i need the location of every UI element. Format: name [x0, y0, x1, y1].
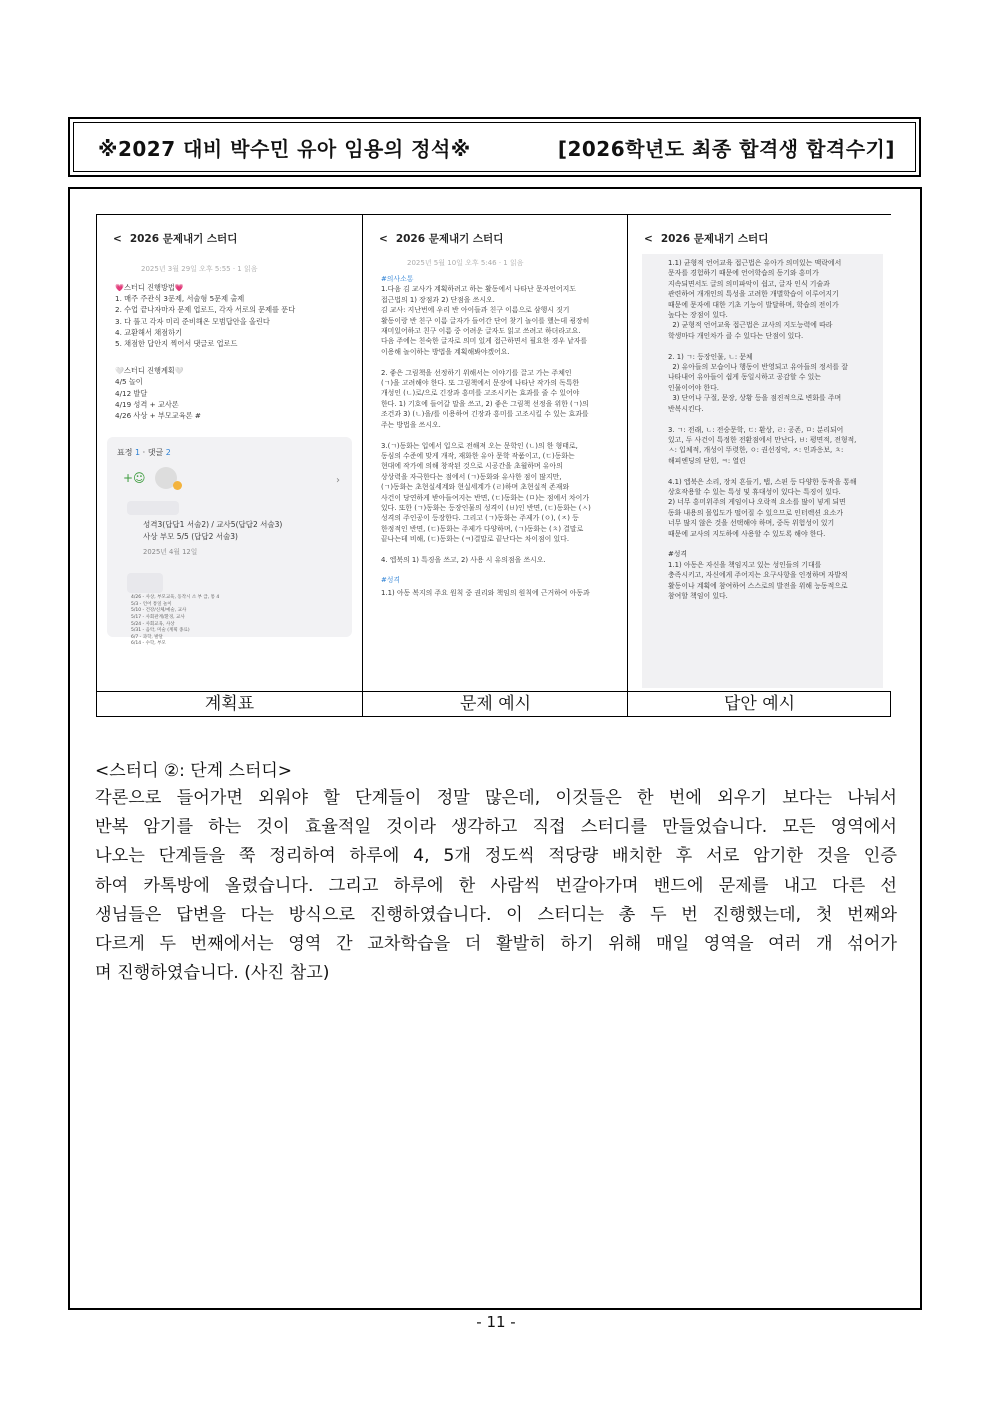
- paragraph-line: 하여 카톡방에 올렸습니다. 그리고 하루에 한 사람씩 번갈아가며 밴드에 문제를 내고 다른 선: [95, 875, 897, 896]
- paragraph-line: 각론으로 들어가면 외워야 할 단계들이 정말 많은데, 이것들은 한 번에 외우기 보다는 나눠서: [95, 788, 897, 808]
- caption-answer: 답안 예시: [627, 692, 891, 717]
- header-inner: [73, 122, 916, 172]
- body-paragraph: [95, 784, 897, 988]
- paragraph-line: 반복 암기를 하는 것이 효율적일 것이라 생각하고 직접 스터디를 만들었습니다. 모든 영역에서: [95, 817, 897, 838]
- post-meta: 2025년 5월 10일 오후 5:46 · 1 읽음: [407, 259, 524, 267]
- app-title: < 2026 문제내기 스터디: [113, 233, 238, 245]
- screenshot-table: [96, 214, 891, 717]
- chevron-right-icon: ›: [336, 475, 340, 487]
- comment-box: [107, 437, 352, 647]
- back-chevron-icon: <: [379, 233, 388, 245]
- paragraph-line: 다르게 두 번째에서는 영역 간 교차학습을 더 활발히 하기 위해 매일 영역을 여러 개 섞어가: [95, 934, 897, 955]
- hashtag-communication: #의사소통: [381, 275, 414, 283]
- app-title: < 2026 문제내기 스터디: [379, 233, 504, 245]
- emoji-icon: [173, 481, 182, 490]
- section-title: <스터디 ②: 단계 스터디>: [95, 761, 293, 781]
- study-plan-screenshot: [97, 215, 362, 691]
- paragraph-line: 생님들은 답변을 다는 방식으로 진행하였습니다. 이 스터디는 총 두 번 진행했는데, 첫 번째와: [95, 904, 897, 925]
- header-right-title: [2026학년도 최종 합격생 합격수기]: [557, 136, 895, 161]
- comment-text: 성격3(답답1 서술2) / 교사5(답답2 서술3) 사상 부모 5/5 (답답2 서술3): [143, 520, 283, 542]
- caption-row: [97, 691, 890, 717]
- hashtag-personality: #성격: [381, 576, 401, 585]
- header-left-title: ※2027 대비 박수민 유아 임용의 정석※: [98, 136, 471, 161]
- answer-body: 1.1) 균형적 언어교육 접근법은 유아가 의미있는 맥락에서 문자를 경험하기 때문에 언어학습의 동기와 흥미가 지속되면서도 글의 의미파악이 쉽고, 글자 인식 기술과 관련하여 개개인의 특성을 고려한 개별학습이 이루어지기 때문에 문자에 대한 기초 기능이 발달하며, 학습의 전이가 높다는 장점이 있다. 2) 균형적 언어교육 접근법은 교사의 지도능력에 따라 학생마다 개인차가 클 수 있다는 단점이 있다. 2. 1) ㄱ: 등장인물, ㄴ: 문체 2) 유아들의 모습이나 행동이 반영되고 유아들의 정서를 잘 나타내어 유아들이 쉽게 동일시하고 공감할 수 있는 인물이어야 한다. 3) 단어나 구절, 문장, 상황 등을 점진적으로 변화를 주며 반복시킨다. 3. ㄱ: 전래, ㄴ: 전승문학, ㄷ: 환상, ㄹ: 공존, ㅁ: 분리되어 있고, 두 사건이 특정한 전환점에서 만난다, ㅂ: 평면적, 전형적, ㅅ: 입체적, 개성이 뚜렷한, ㅇ: 권선징악, ㅈ: 인과응보, ㅊ: 해피엔딩의 닫힌, ㅋ: 열린 4.1) 엡북은 소리, 장치 흔들기, 탭, 스핀 등 다양한 동작을 통해 상호작용할 수 있는 특성 및 휴대성이 있다는 특징이 있다. 2) 너무 흥미위주의 게임이나 오락적 요소를 많이 넣게 되면 동화 내용의 몰입도가 떨어질 수 있으므로 인터렉션 요소가 너무 많지 않은 것을 선택해야 하며, 중독 위험성이 있기 때문에 교사의 지도하에 사용할 수 있도록 해야 한다. #성격 1.1) 아동은 자신을 책임지고 있는 성인들의 기대를 충족시키고, 자신에게 주어지는 요구사항을 인정하며 자발적 활동이나 계획에 참여하여 스스로의 발전을 위해 능동적으로 참여할 책임이 있다.: [642, 254, 883, 688]
- comment-header: 표정 1 · 댓글 2: [117, 448, 171, 458]
- question-body: 1.다음 김 교사가 계획하려고 하는 활동에서 나타난 문자언어지도 접근법의 1) 장점과 2) 단점을 쓰시오. 김 교사: 지난번에 우리 반 아이들과 친구 이름으로 삼행시 짓기 활동이랑 반 친구 이름 글자가 들어간 단어 찾기 놀이를 했는데 굉장히 재미있어하고 친구 이름 중 어려운 글자도 읽고 쓰려고 하더라고요. 다음 주에는 친숙한 글자로 의미 있게 접근하면서 필요한 경우 낱자를 이용해 놀이하는 방법을 계획해봐야겠어요. 2. 좋은 그림책을 선정하기 위해서는 이야기를 끌고 가는 주체인 (ㄱ)을 고려해야 한다. 또 그림책에서 문장에 나타난 작가의 독특한 개성인 (ㄴ)로/으로 긴장과 흥미를 고조시키는 효과를 줄 수 있어야 한다. 1) 기호에 들어갈 말을 쓰고, 2) 좋은 그림책 선정을 위한 (ㄱ)의 조건과 3) (ㄴ)을/를 이용하여 긴장과 흥미를 고조시킬 수 있는 효과를 주는 방법을 쓰시오. 3.(ㄱ)동화는 입에서 입으로 전해져 오는 문학인 (ㄴ)의 한 형태로, 동심의 수준에 맞게 개작, 재화한 유아 문학 작품이고, (ㄷ)동화는 현대에 작가에 의해 창작된 것으로 시공간을 초월하며 유아의 상상력을 자극한다는 점에서 (ㄱ)동화와 유사한 점이 많지만, (ㄱ)동화는 초현실세계와 현실세계가 (ㄹ)하며 초현실적 존재와 사건이 당연하게 받아들여지는 반면, (ㄷ)동화는 (ㅁ)는 점에서 차이가 있다. 또한 (ㄱ)동화는 등장인물의 성격이 (ㅂ)인 반면, (ㄷ)동화는 (ㅅ) 성격의 주인공이 등장한다. 그리고 (ㄱ)동화는 주제가 (ㅇ), (ㅈ) 등 한정적인 반면, (ㄷ)동화는 주제가 다양하며, (ㄱ)동화는 (ㅊ) 결말로 끝나는데 비해, (ㄷ)동화는 (ㅋ)결말로 끝난다는 차이점이 있다. 4. 엡북의 1) 특징을 쓰고, 2) 사용 시 유의점을 쓰시오.: [381, 285, 591, 564]
- blurred-name: [127, 501, 179, 515]
- back-chevron-icon: <: [644, 233, 653, 245]
- back-chevron-icon: <: [113, 233, 122, 245]
- paragraph-line: 며 진행하였습니다. (사진 참고): [95, 963, 330, 984]
- question-example-screenshot: [362, 215, 628, 691]
- comment-date: 2025년 4월 12일: [143, 548, 198, 557]
- page-number: - 11 -: [476, 1313, 516, 1331]
- tiny-schedule-text: 4/26 - 사상, 부모교육, 동작시 소 부 급, 통 4 5/3 - 언어 통일 놀이 5/10 - 건강/신체/예술, 교사 5/17 - 사회관계/환경, 교사 5/24 - 사회교육, 사상 5/31 - 음악, 미술 (계획 종료) 6/7 - 과학, 발달 6/14 - 수학, 부모: [131, 595, 220, 647]
- method-text: 💗스터디 진행방법💗 1. 매주 주관식 3문제, 서술형 5문제 출제 2. 수업 끝나자마자 문제 업로드, 각자 서로의 문제를 푼다 3. 다 풀고 각자 미리 준비해온 모범답안을 올린다 4. 교환해서 채점하기 5. 채점한 답안지 찍어서 댓글로 업로드: [115, 283, 296, 349]
- plan-text: 🤍스터디 진행계획🤍 4/5 놀이 4/12 발달 4/19 성격 + 교사론 4/26 사상 + 부모교육론 #: [115, 366, 201, 421]
- post-meta: 2025년 3월 29일 오후 5:55 · 1 읽음: [141, 265, 258, 273]
- caption-question: 문제 예시: [362, 692, 628, 717]
- add-reaction-icon: +☺: [123, 471, 146, 486]
- caption-plan: 계획표: [204, 694, 255, 714]
- paragraph-line: 나오는 단계들을 쭉 정리하여 하루에 4, 5개 정도씩 적당량 배치한 후 서로 암기한 것을 인증: [95, 846, 897, 867]
- question-tail: 1.1) 아동 복지의 주요 원칙 중 권리와 책임의 원칙에 근거하여 아동과: [381, 588, 590, 597]
- answer-example-screenshot: [627, 215, 891, 691]
- app-title: < 2026 문제내기 스터디: [644, 233, 769, 245]
- blurred-name-2: [127, 573, 163, 593]
- header-box: [68, 117, 921, 177]
